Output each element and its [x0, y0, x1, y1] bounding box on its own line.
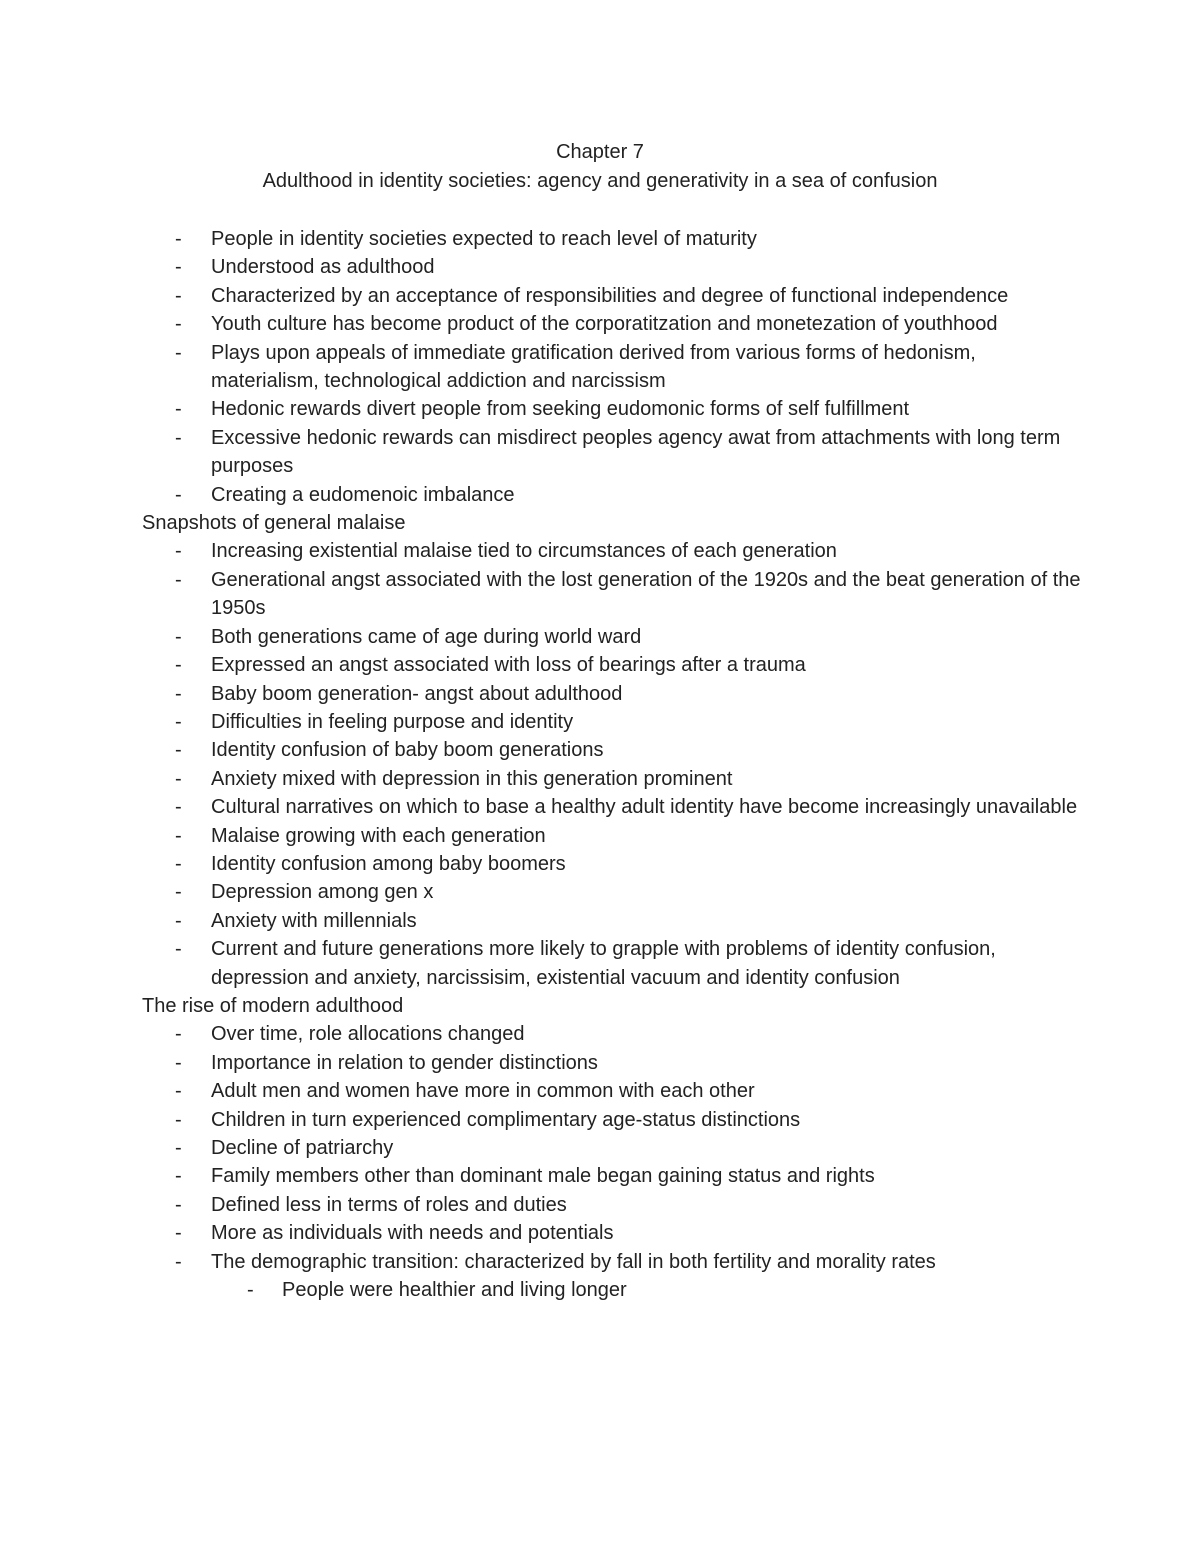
list-item: [142, 1077, 1082, 1105]
list-item: [142, 850, 1082, 878]
list-item: [142, 310, 1082, 338]
list-item: [142, 1134, 1082, 1162]
sub-list-item: [142, 1276, 1082, 1304]
bullet-dash: -: [175, 909, 182, 932]
list-item-text: Youth culture has become product of the corporatitzation and monetezation of youthhood: [211, 313, 998, 336]
bullet-dash: -: [175, 1051, 182, 1074]
list-item: [142, 680, 1082, 708]
list-item: [142, 1049, 1082, 1077]
bullet-dash: -: [175, 568, 182, 591]
list-item: [142, 736, 1082, 764]
list-item-text: Expressed an angst associated with loss of bearings after a trauma: [211, 654, 806, 677]
bullet-dash: -: [175, 1080, 182, 1103]
list-item: [142, 822, 1082, 850]
bullet-dash: -: [175, 654, 182, 677]
list-item: [142, 481, 1082, 509]
bullet-dash: -: [175, 256, 182, 279]
list-item: [142, 1162, 1082, 1190]
bullet-dash: -: [175, 739, 182, 762]
bullet-dash: -: [175, 1222, 182, 1245]
list-item: [142, 1191, 1082, 1219]
bullet-dash: -: [175, 1250, 182, 1273]
bullet-dash: -: [175, 796, 182, 819]
list-item: [142, 225, 1082, 253]
list-item-text: Hedonic rewards divert people from seeking eudomonic forms of self fulfillment: [211, 398, 910, 421]
list-item-text: Difficulties in feeling purpose and identity: [211, 710, 574, 733]
list-item-text: The demographic transition: characterized by fall in both fertility and morality rates: [211, 1250, 936, 1273]
bullet-dash: -: [175, 483, 182, 506]
list-item-text: Current and future generations more likely to grapple with problems of identity confusion, depression and anxiety, narcissisim, existential vacuum and identity confusion: [211, 938, 996, 989]
list-item: [142, 566, 1082, 623]
bullet-dash: -: [175, 1023, 182, 1046]
list-item: [142, 623, 1082, 651]
list-item-text: Identity confusion of baby boom generations: [211, 739, 604, 762]
list-item: [142, 907, 1082, 935]
modern-adulthood-list: [142, 1020, 1082, 1304]
list-item-text: People in identity societies expected to reach level of maturity: [211, 228, 757, 250]
list-item-text: Understood as adulthood: [211, 256, 435, 279]
list-item-text: Over time, role allocations changed: [211, 1023, 525, 1046]
list-item-text: People were healthier and living longer: [282, 1279, 627, 1302]
list-item: [142, 935, 1082, 992]
list-item-text: Identity confusion among baby boomers: [211, 852, 566, 875]
list-item-text: Defined less in terms of roles and duties: [211, 1193, 567, 1216]
bullet-dash: -: [175, 426, 182, 449]
bullet-dash: -: [175, 767, 182, 790]
list-item-text: Depression among gen x: [211, 881, 434, 904]
bullet-dash: -: [175, 1108, 182, 1131]
list-item: [142, 1106, 1082, 1134]
list-item-text: Plays upon appeals of immediate gratification derived from various forms of hedonism, materialism, technological addiction and narcissism: [211, 341, 976, 393]
bullet-dash: -: [175, 540, 182, 563]
bullet-dash: -: [175, 313, 182, 336]
section-heading-malaise: Snapshots of general malaise: [142, 512, 406, 535]
list-item: [142, 253, 1082, 281]
malaise-list: [142, 537, 1082, 992]
list-item: [142, 339, 1082, 396]
bullet-dash: -: [175, 284, 182, 307]
bullet-dash: -: [175, 1193, 182, 1216]
list-item-text: More as individuals with needs and potentials: [211, 1222, 614, 1245]
chapter-title: Chapter 7: [556, 141, 644, 163]
list-item: [142, 537, 1082, 565]
list-item-text: Characterized by an acceptance of responsibilities and degree of functional independence: [211, 284, 1009, 307]
bullet-dash: -: [247, 1279, 254, 1302]
list-item-text: Anxiety with millennials: [211, 909, 417, 932]
list-item-text: Children in turn experienced complimentary age-status distinctions: [211, 1108, 801, 1131]
intro-list: [142, 225, 1082, 509]
bullet-dash: -: [175, 938, 182, 961]
list-item: [142, 878, 1082, 906]
list-item: [142, 1248, 1082, 1276]
list-item-text: Decline of patriarchy: [211, 1137, 394, 1159]
bullet-dash: -: [175, 228, 182, 250]
bullet-dash: -: [175, 625, 182, 648]
chapter-subtitle: Adulthood in identity societies: agency and generativity in a sea of confusion: [262, 169, 938, 192]
list-item-text: Anxiety mixed with depression in this generation prominent: [211, 767, 733, 790]
bullet-dash: -: [175, 824, 182, 847]
title-block: [0, 138, 1200, 195]
list-item-text: Adult men and women have more in common with each other: [211, 1080, 755, 1103]
list-item-text: Baby boom generation- angst about adulthood: [211, 682, 623, 705]
list-item: [142, 395, 1082, 423]
list-item-text: Malaise growing with each generation: [211, 824, 546, 847]
list-item-text: Generational angst associated with the lost generation of the 1920s and the beat generation of the 1950s: [211, 568, 1081, 620]
list-item: [142, 793, 1082, 821]
bullet-dash: -: [175, 710, 182, 733]
section-heading-modern-adulthood: The rise of modern adulthood: [142, 994, 404, 1017]
list-item: [142, 765, 1082, 793]
list-item-text: Both generations came of age during world ward: [211, 625, 642, 648]
bullet-dash: -: [175, 881, 182, 904]
list-item: [142, 1219, 1082, 1247]
bullet-dash: -: [175, 341, 182, 364]
list-item-text: Importance in relation to gender distinctions: [211, 1051, 598, 1074]
list-item: [142, 708, 1082, 736]
notes-body: [142, 225, 1082, 1304]
list-item-text: Creating a eudomenoic imbalance: [211, 483, 515, 506]
bullet-dash: -: [175, 852, 182, 875]
list-item-text: Excessive hedonic rewards can misdirect peoples agency awat from attachments with long term purposes: [211, 426, 1061, 478]
list-item-text: Increasing existential malaise tied to circumstances of each generation: [211, 540, 837, 563]
list-item-text: Family members other than dominant male began gaining status and rights: [211, 1165, 875, 1188]
list-item-text: Cultural narratives on which to base a healthy adult identity have become increasingly unavailable: [211, 796, 1078, 819]
bullet-dash: -: [175, 398, 182, 421]
list-item: [142, 424, 1082, 481]
bullet-dash: -: [175, 682, 182, 705]
list-item: [142, 651, 1082, 679]
bullet-dash: -: [175, 1137, 182, 1159]
bullet-dash: -: [175, 1165, 182, 1188]
list-item: [142, 1020, 1082, 1048]
list-item: [142, 282, 1082, 310]
